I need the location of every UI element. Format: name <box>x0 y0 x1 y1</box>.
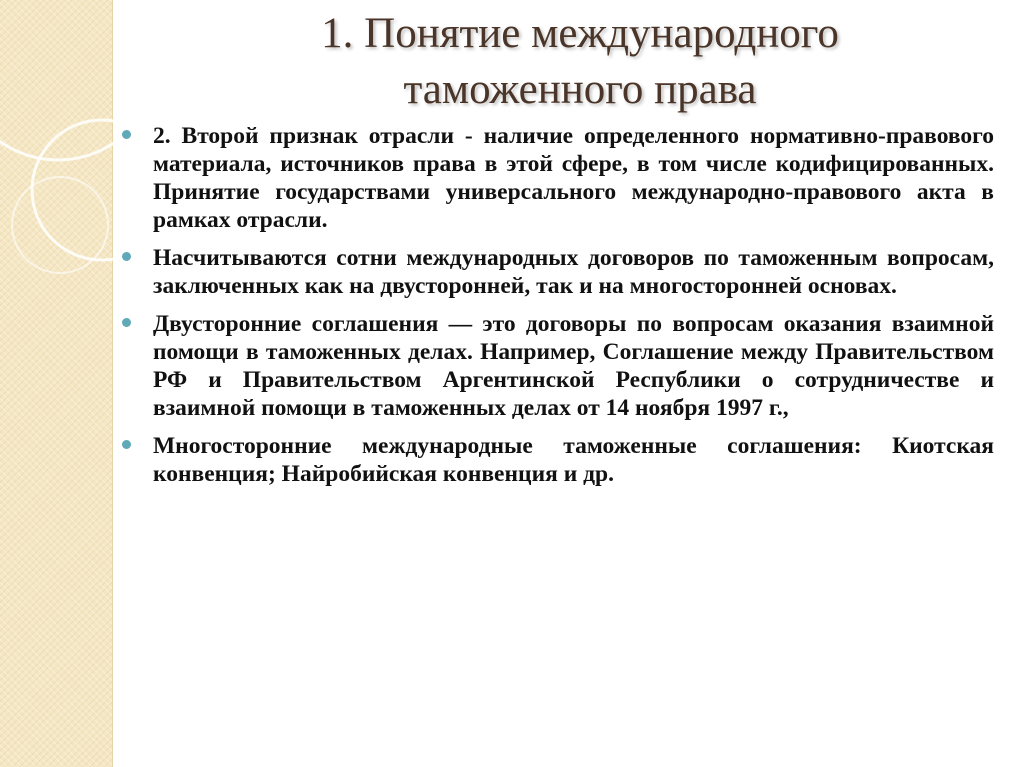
list-item <box>118 432 994 488</box>
list-item <box>118 122 994 234</box>
page-title <box>160 6 1000 118</box>
bullet-text: Насчитываются сотни международных договоров по таможенным вопросам, заключенных как на двусторонней, так и на многосторонней основах. <box>153 245 994 299</box>
list-item <box>118 310 994 422</box>
bullet-text: Двусторонние соглашения — это договоры по вопросам оказания взаимной помощи в таможенных делах. Например, Соглашение между Правительством РФ и Правительством Аргентинской Республики о сотрудничестве и взаимной помощи в таможенных делах от 14 ноября 1997 г., <box>153 311 994 421</box>
bullet-list <box>118 122 994 498</box>
bullet-dot-icon <box>122 252 131 261</box>
bullet-text: 2. Второй признак отрасли - наличие определенного нормативно-правового материала, источников права в этой сфере, в том числе кодифицированных. Принятие государствами универсального международно-правового акта в рамках отрасли. <box>153 123 994 233</box>
title-line-2: таможенного права <box>403 66 757 113</box>
bullet-dot-icon <box>122 130 131 139</box>
list-item <box>118 244 994 300</box>
bullet-dot-icon <box>122 440 131 449</box>
bullet-text: Многосторонние международные таможенные соглашения: Киотская конвенция; Найробийская конвенция и др. <box>153 433 994 487</box>
title-line-1: 1. Понятие международного <box>321 10 839 57</box>
bullet-dot-icon <box>122 318 131 327</box>
